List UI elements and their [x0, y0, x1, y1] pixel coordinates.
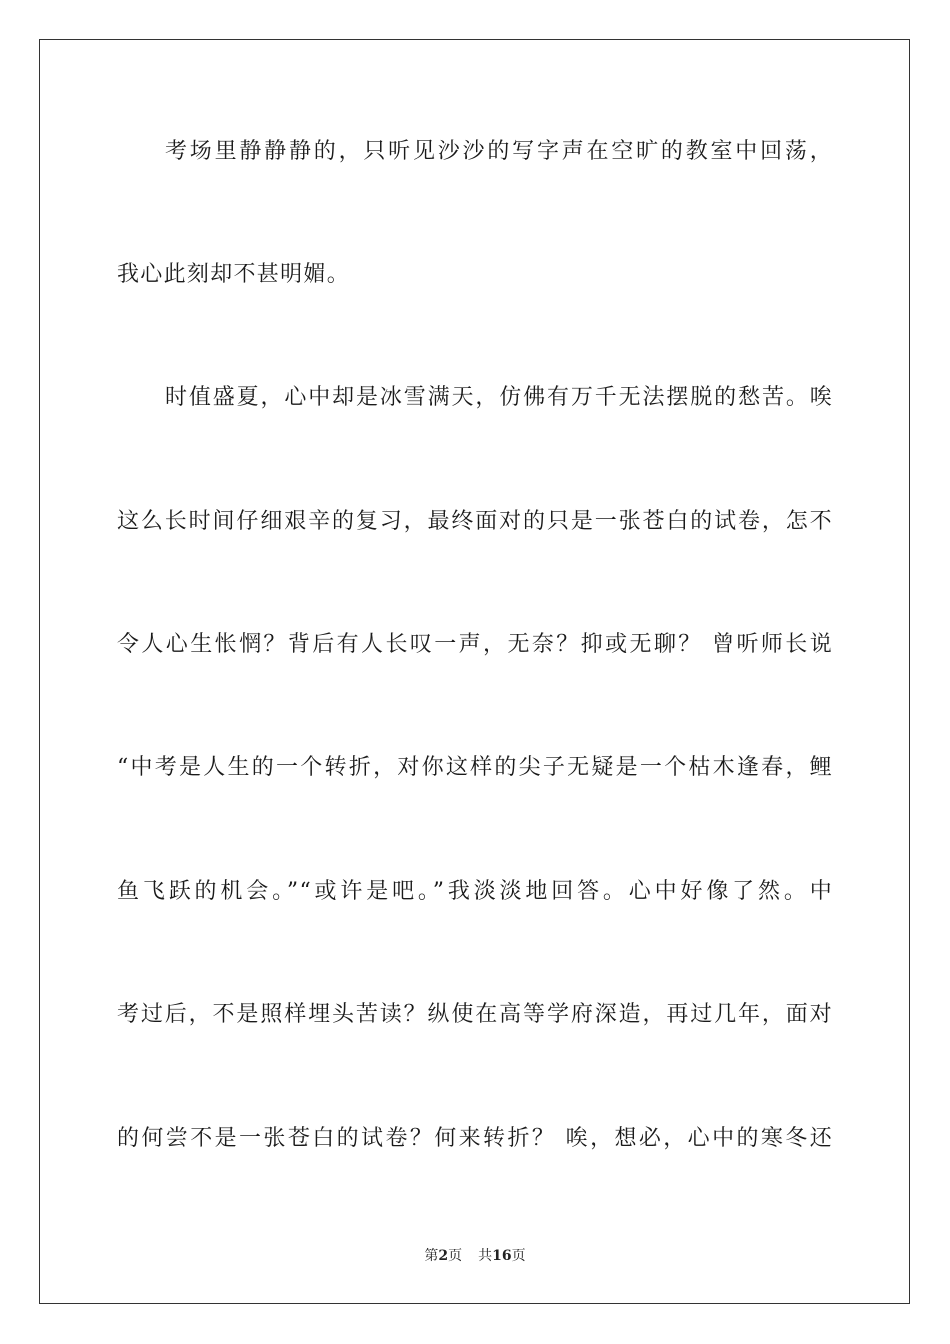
page-total-suffix: 页	[511, 1248, 526, 1264]
paragraph-2-line-7: 的何尝不是一张苍白的试卷？何来转折？ 唉，想必，心中的寒冬还	[117, 1126, 833, 1151]
paragraph-1-line-2: 我心此刻却不甚明媚。	[117, 262, 351, 287]
paragraph-2-line-6: 考过后，不是照样埋头苦读？纵使在高等学府深造，再过几年，面对	[117, 1002, 833, 1027]
paragraph-2-line-1: 时值盛夏，心中却是冰雪满天，仿佛有万千无法摆脱的愁苦。唉	[165, 385, 833, 410]
page-number-current: 2	[438, 1248, 449, 1264]
page-number-total: 16	[492, 1248, 512, 1264]
paragraph-2-line-3: 令人心生怅惘？背后有人长叹一声，无奈？抑或无聊？ 曾听师长说	[117, 632, 833, 657]
page-number-prefix: 第	[424, 1248, 439, 1264]
paragraph-2-line-4: “中考是人生的一个转折，对你这样的尖子无疑是一个枯木逢春，鲤	[117, 755, 833, 780]
paragraph-2-line-5: 鱼飞跃的机会。”“或许是吧。”我淡淡地回答。心中好像了然。中	[117, 879, 833, 904]
page-footer	[0, 1246, 950, 1266]
paragraph-1-line-1: 考场里静静静的，只听见沙沙的写字声在空旷的教室中回荡，	[165, 139, 833, 164]
page-number-suffix: 页	[448, 1248, 463, 1264]
paragraph-2-line-2: 这么长时间仔细艰辛的复习，最终面对的只是一张苍白的试卷，怎不	[117, 509, 833, 534]
page-total-prefix: 共	[478, 1248, 493, 1264]
page-border	[39, 39, 910, 1304]
